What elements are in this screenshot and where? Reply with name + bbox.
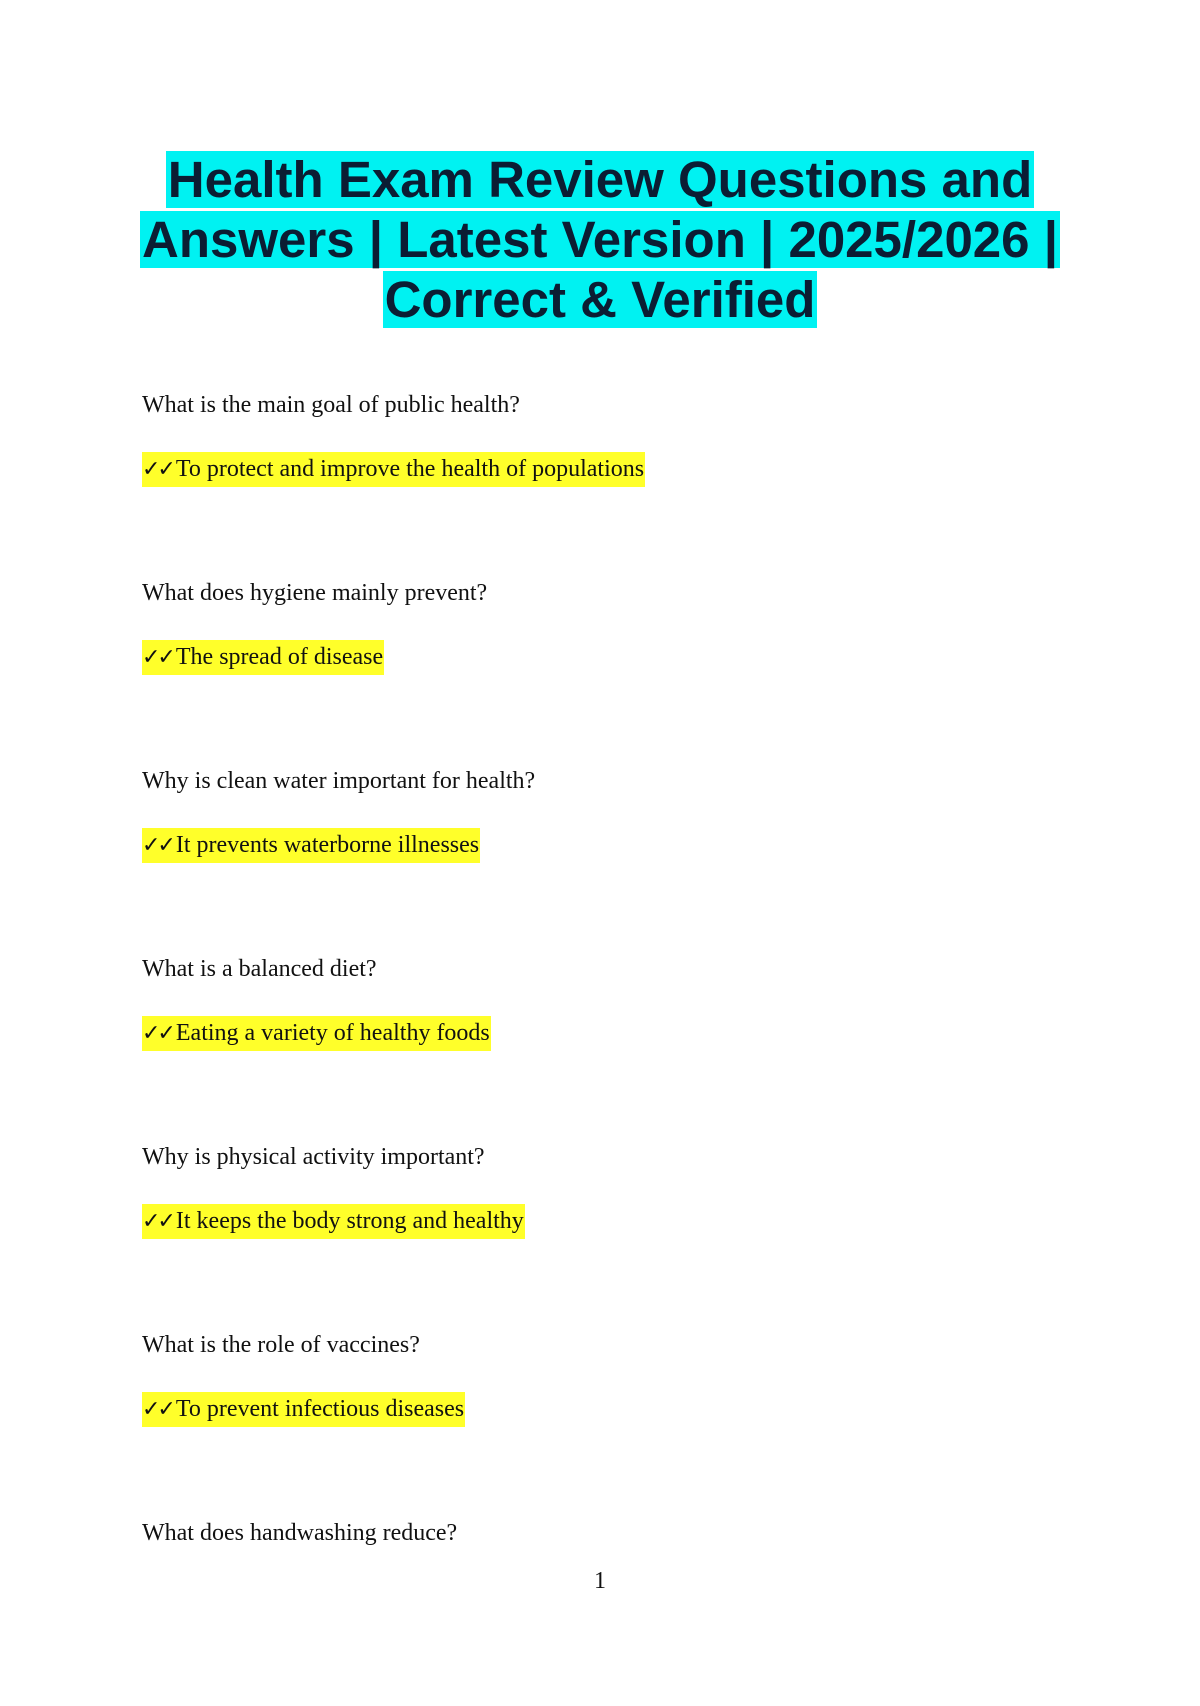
answer-text: The spread of disease xyxy=(175,644,384,670)
title-line-text: Correct & Verified xyxy=(384,271,816,328)
qa-item xyxy=(142,954,1042,1142)
qa-item xyxy=(142,390,1042,578)
title-line-text: Answers | Latest Version | 2025/2026 | xyxy=(142,211,1058,268)
document-title xyxy=(120,150,1080,330)
title-line xyxy=(120,270,1080,330)
page-number: 1 xyxy=(594,1568,606,1594)
answer xyxy=(142,1204,525,1239)
answer xyxy=(142,828,480,863)
qa-item xyxy=(142,1518,1042,1706)
question-text: What does handwashing reduce? xyxy=(142,1520,458,1546)
answer-text: It prevents waterborne illnesses xyxy=(175,832,480,858)
answer xyxy=(142,1016,491,1051)
answer-text: To prevent infectious diseases xyxy=(175,1396,465,1422)
answer xyxy=(142,1392,465,1427)
answer-text: Eating a variety of healthy foods xyxy=(175,1020,490,1046)
question-text: Why is physical activity important? xyxy=(142,1144,485,1170)
qa-item xyxy=(142,1142,1042,1330)
question-text: What does hygiene mainly prevent? xyxy=(142,580,488,606)
title-line xyxy=(120,150,1080,210)
question-text: What is the main goal of public health? xyxy=(142,392,520,418)
double-check-icon: ✓✓ xyxy=(142,833,173,858)
answer xyxy=(142,452,645,487)
title-line-text: Health Exam Review Questions and xyxy=(167,151,1033,208)
qa-item xyxy=(142,578,1042,766)
double-check-icon: ✓✓ xyxy=(142,1021,173,1046)
double-check-icon: ✓✓ xyxy=(142,457,173,482)
double-check-icon: ✓✓ xyxy=(142,1397,173,1422)
qa-list xyxy=(142,390,1042,1706)
qa-item xyxy=(142,766,1042,954)
question-text: Why is clean water important for health? xyxy=(142,768,536,794)
double-check-icon: ✓✓ xyxy=(142,645,173,670)
question-text: What is a balanced diet? xyxy=(142,956,377,982)
qa-item xyxy=(142,1330,1042,1518)
answer xyxy=(142,640,384,675)
double-check-icon: ✓✓ xyxy=(142,1209,173,1234)
answer-text: To protect and improve the health of populations xyxy=(175,456,645,482)
question-text: What is the role of vaccines? xyxy=(142,1332,420,1358)
answer-text: It keeps the body strong and healthy xyxy=(175,1208,524,1234)
title-line xyxy=(120,210,1080,270)
